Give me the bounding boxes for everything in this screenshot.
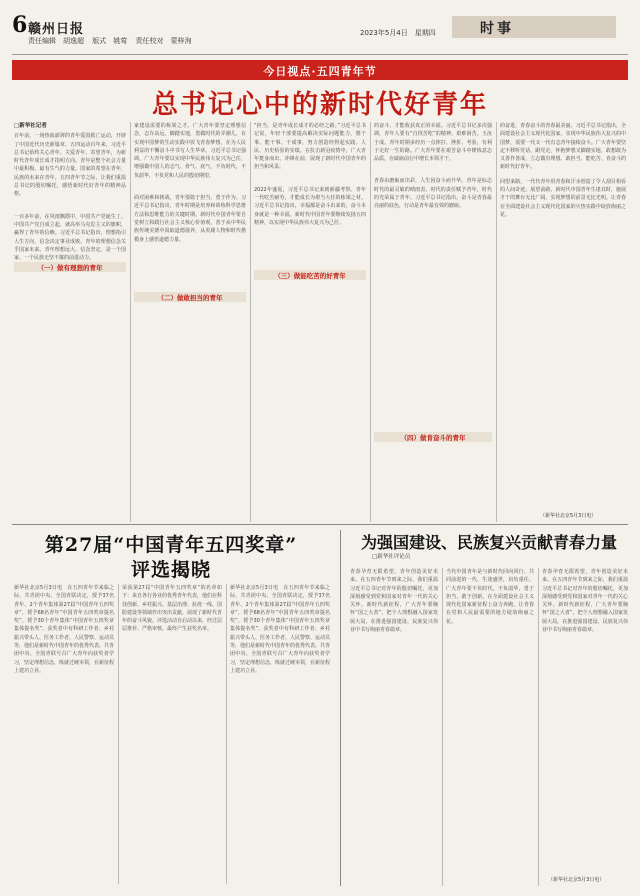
main-headline: 总书记心中的新时代好青年 bbox=[151, 90, 488, 120]
article-text: 百年前，一场热血澎湃的青年爱国救亡运动，开辟了中国近代历史新篇章。五四运动百年来，习近平总书记始终关心青年、关爱青年、寄望青年，为新时代青年成长成才指明方向。青年是整个社会力量中最积极、最有生气的力量，国家的希望在青年，民族的未来在青年。五四青年节之际，让我们重温总书记的殷切嘱托，感悟新时代好青年的精神品格。 bbox=[14, 133, 126, 198]
subhead-4: （四）做肯奋斗的青年 bbox=[400, 434, 466, 442]
column-rule bbox=[442, 568, 443, 886]
article-text: 一百多年前，在风雨飘摇中，中国共产党诞生了。中国共产党自成立起，就高举马克思主义的旗帜，赢得了青年的信赖。习近平总书记指出，理想指引人生方向，信念决定事业成败。青年的理想信念关乎国家未来。青年理想远大、信念坚定，是一个国家、一个民族无坚不摧的前进动力。 bbox=[14, 213, 126, 262]
main-article-column-2 bbox=[134, 122, 246, 522]
award-article-column-2 bbox=[122, 584, 222, 884]
subhead-1: （一）做有理想的青年 bbox=[37, 264, 103, 272]
column-rule bbox=[496, 122, 497, 522]
subhead-2: （二）做敢担当的青年 bbox=[157, 294, 223, 302]
article-text: 回望来路，一代代青年用青春和汗水创造了令人刮目相看的人间奇迹。展望前路，新时代中国青年生逢其时，施展才干的舞台无比广阔，实现梦想的前景无比光明。让青春在全面建设社会主义现代化国家的火热实践中绽放绚丽之花。 bbox=[500, 178, 626, 218]
main-article-column-3 bbox=[254, 122, 366, 522]
editors-line bbox=[28, 36, 197, 46]
article-text: 家建设需要的栋梁之才。广大青年要坚定理想信念，志存高远，脚踏实地，勇做时代的弄潮儿，在实现中国梦的生动实践中放飞青春梦想，在为人民利益的不懈奋斗中书写人生华章。习近平总书记强调，广大青年要以实现中华民族伟大复兴为己任，增强做中国人的志气、骨气、底气，不负时代，不负韶华，不负党和人民的殷切期望。 bbox=[134, 123, 246, 179]
article-text: “担当，是青年成长成才的必经之路。”习近平总书记说，年轻干部要提高解决实际问题能力，想干事、能干事、干成事，努力创造经得起实践、人民、历史检验的实绩。在抗击新冠疫情中，广大青年挺身而出、冲锋在前，展现了新时代中国青年的担当和风采。 bbox=[254, 123, 366, 171]
column-rule bbox=[226, 584, 227, 884]
commentary-credit: （新华社北京5月3日电） bbox=[548, 877, 605, 883]
column-rule bbox=[538, 568, 539, 886]
main-article-byline: □新华社记者 bbox=[14, 123, 47, 129]
subhead-3: （三）做能吃苦的好青年 bbox=[274, 272, 346, 280]
article-text: 新华社北京5月3日电 在五四青年节来临之际，共青团中央、全国青联决定，授予37名青年、2个青年集体第27届“中国青年五四奖章”，授予68名青年“中国青年五四奖章提名奖”，授予30个青年集体“中国青年五四奖章集体提名奖”。获奖者中有科研工作者、乡村振兴带头人、医务工作者、人民警察、运动员等，他们是新时代中国青年的优秀代表。共青团中央、全国青联号召广大青年向获奖者学习，坚定理想信念，练就过硬本领，在新征程上建功立业。 bbox=[14, 585, 114, 674]
article-text: 2022年盛夏，习近平总书记来到新疆考察。青年一代吃苦耐劳，才能成长为堪当大任的栋梁之材。习近平总书记指出，幸福都是奋斗出来的，奋斗本身就是一种幸福。新时代中国青年要继续发扬五四精神，以实现中华民族伟大复兴为己任。 bbox=[254, 186, 366, 226]
article-text: 面对困难和挑战，青年要敢于担当、勇于作为。习近平总书记指出，青年时期是培养和训练科学思维方法和思维能力的关键时期。新时代中国青年要自觉树立和践行社会主义核心价值观，善于从中华民族传统美德中汲取道德滋养，从英雄人物和时代楷模身上感悟道德力量。 bbox=[134, 195, 246, 243]
commentary-column-1 bbox=[350, 568, 438, 886]
section-box bbox=[452, 16, 616, 38]
main-article-column-4 bbox=[374, 122, 492, 522]
award-article-column-1 bbox=[14, 584, 114, 884]
commentary-column-3 bbox=[542, 568, 628, 868]
main-article-column-1 bbox=[14, 122, 126, 522]
layout-credit: 版式 姚莺 bbox=[92, 37, 128, 45]
article-text: 青春孕育无限希望，青年创造美好未来。在五四青年节到来之际，我们重温习近平总书记对青年的殷切嘱托，更加深刻感受到党和国家对青年一代的关心关怀。新时代新征程，广大青年要胸怀“国之大者”，把个人理想融入国家发展大局，在推进强国建设、民族复兴伟业中书写绚丽青春篇章。 bbox=[350, 569, 438, 634]
award-article-column-3 bbox=[230, 584, 330, 884]
article-divider bbox=[340, 530, 341, 886]
article-text: 荣获第27届“中国青年五四奖章”的名单如下：来自各行各业的优秀青年代表，他们在科技创新、乡村振兴、基层治理、抗疫一线、国防建设等领域作出突出贡献，展现了新时代青年的奋斗风貌。评选活动自启动以来，经过层层推荐、严格审核，最终产生获奖名单。 bbox=[122, 585, 222, 633]
column-rule bbox=[250, 122, 251, 522]
column-rule bbox=[118, 584, 119, 884]
article-text: 新华社北京5月3日电 在五四青年节来临之际，共青团中央、全国青联决定，授予37名青年、2个青年集体第27届“中国青年五四奖章”，授予68名青年“中国青年五四奖章提名奖”，授予30个青年集体“中国青年五四奖章集体提名奖”。获奖者中有科研工作者、乡村振兴带头人、医务工作者、人民警察、运动员等，他们是新时代中国青年的优秀代表。共青团中央、全国青联号召广大青年向获奖者学习，坚定理想信念，练就过硬本领，在新征程上建功立业。 bbox=[230, 585, 330, 674]
article-text: 青春由磨砺而出彩，人生因奋斗而升华。青年是标志时代的最灵敏的晴雨表，时代的责任赋予青年，时代的光荣属于青年。习近平总书记指出，奋斗是青春最亮丽的底色，行动是青年最有效的磨砺。 bbox=[374, 178, 492, 210]
section-name: 时事 bbox=[480, 21, 514, 37]
article-text: 当代中国青年是与新时代同向同行、共同前进的一代，生逢盛世，肩负重任。广大青年要不负时代，不负韶华，勇于担当，敢于创新，在全面建设社会主义现代化国家新征程上奋力奔跑，让青春在党和人民最需要的地方绽放绚丽之花。 bbox=[446, 569, 534, 625]
award-headline-line-1: 第27届“中国青年五四奖章” bbox=[44, 534, 298, 556]
proofreader-credit: 责任校对 蒙梓洵 bbox=[135, 37, 192, 45]
editor-credit: 责任编辑 胡逸超 bbox=[28, 37, 84, 45]
article-text: 的奋斗，才能收获真正的幸福。习近平总书记多次强调，青年人要有“自找苦吃”的精神。艰难困苦，玉汝于成。青年时期多经历一点摔打、挫折、考验，有利于走好一生的路。广大青年要在艰苦奋斗中锤炼意志品质，在砥砺前行中增长本领才干。 bbox=[374, 123, 492, 163]
banner-text: 今日视点·五四青年节 bbox=[263, 65, 377, 78]
column-rule bbox=[130, 122, 131, 522]
commentary-headline: 为强国建设、民族复兴贡献青春力量 bbox=[360, 533, 617, 552]
column-rule bbox=[370, 122, 371, 522]
commentary-column-2 bbox=[446, 568, 534, 886]
page-number: 6 bbox=[12, 12, 28, 38]
topic-banner bbox=[12, 60, 628, 80]
commentary-byline: □新华社评论员 bbox=[372, 554, 411, 560]
newspaper-brand: 赣州日报 bbox=[28, 22, 85, 37]
main-article-column-5 bbox=[500, 122, 626, 512]
article-text: 青春孕育无限希望，青年创造美好未来。在五四青年节到来之际，我们重温习近平总书记对青年的殷切嘱托，更加深刻感受到党和国家对青年一代的关心关怀。新时代新征程，广大青年要胸怀“国之大者”，把个人理想融入国家发展大局，在推进强国建设、民族复兴伟业中书写绚丽青春篇章。 bbox=[542, 569, 628, 634]
section-divider bbox=[12, 524, 628, 525]
article-text: 的奋进，青春奋斗的青春最美丽。习近平总书记指出，全面建设社会主义现代化国家，实现中华民族伟大复兴的中国梦，需要一代又一代有志青年接续奋斗。广大青年要坚定不移听党话、跟党走，怀抱梦想又脚踏实地，敢想敢为又善作善成，立志做有理想、敢担当、能吃苦、肯奋斗的新时代好青年。 bbox=[500, 123, 626, 171]
header-rule bbox=[12, 54, 628, 55]
main-article-credit: （新华社北京5月3日电） bbox=[540, 513, 597, 519]
award-headline-line-2: 评选揭晓 bbox=[130, 559, 211, 581]
issue-date: 2023年5月4日 星期四 bbox=[360, 29, 436, 37]
